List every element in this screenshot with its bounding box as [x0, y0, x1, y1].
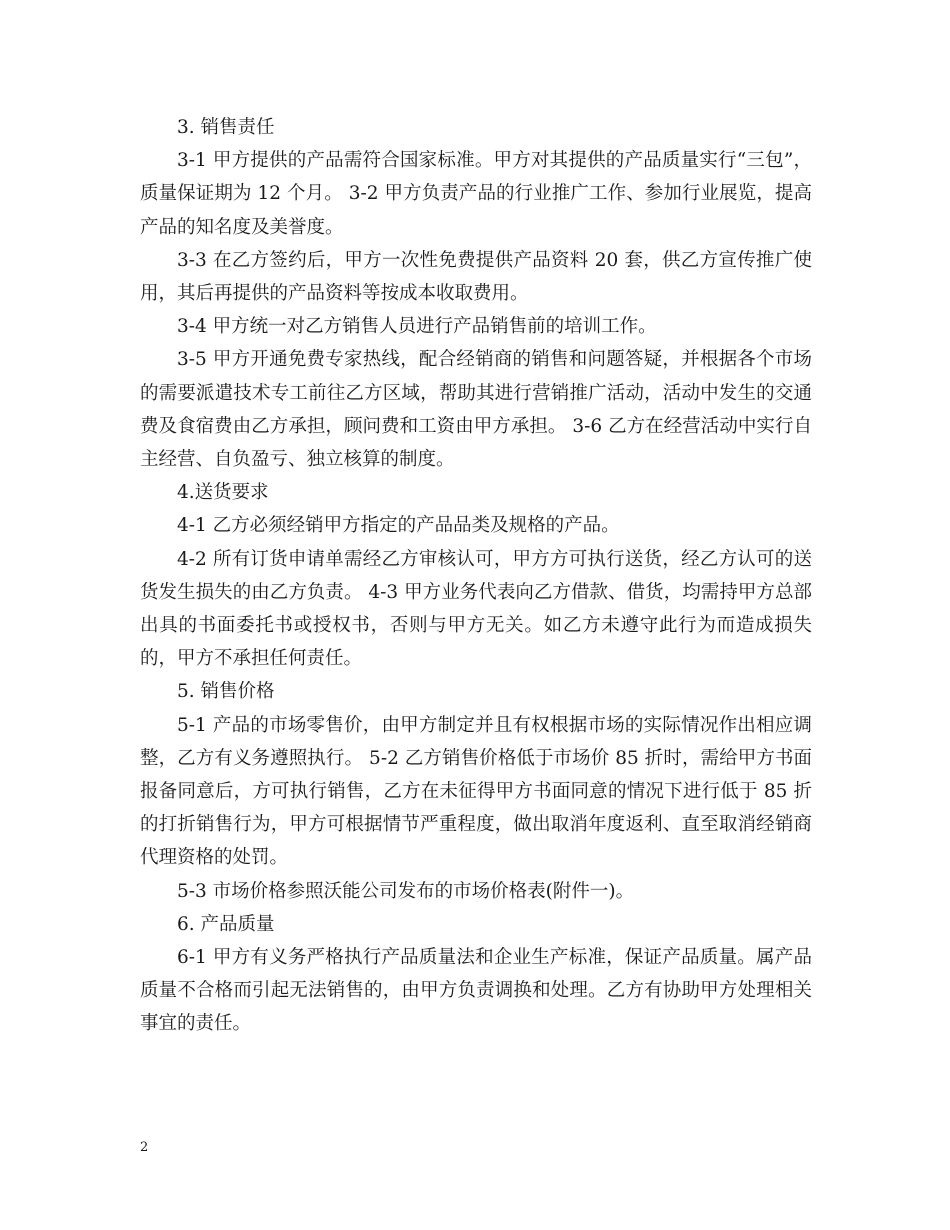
paragraph-6-1: 6-1 甲方有义务严格执行产品质量法和企业生产标准，保证产品质量。属产品质量不合格而引起无法销售的，由甲方负责调换和处理。乙方有协助甲方处理相关事宜的责任。 [140, 947, 812, 1035]
paragraph-5-1: 5-1 产品的市场零售价，由甲方制定并且有权根据市场的实际情况作出相应调整，乙方有义务遵照执行。 5-2 乙方销售价格低于市场价 85 折时，需给甲方书面报备同意后，方可执行销售，乙方在未征得甲方书面同意的情况下进行低于 85 折的打折销售行为，甲方可根据情节严重程度，做出取消年度返利、直至取消经销商代理资格的处罚。 [140, 714, 812, 869]
section-heading-5: 5. 销售价格 [177, 681, 275, 703]
section-heading-3: 3. 销售责任 [177, 117, 275, 138]
page-number: 2 [140, 1140, 149, 1155]
paragraph-4-1: 4-1 乙方必须经销甲方指定的产品品类及规格的产品。 [177, 515, 620, 537]
paragraph-3-5: 3-5 甲方开通免费专家热线，配合经销商的销售和问题答疑，并根据各个市场的需要派遣技术专工前往乙方区域，帮助其进行营销推广活动，活动中发生的交通费及食宿费由乙方承担，顾问费和工资由甲方承担。 3-6 乙方在经营活动中实行自主经营、自负盈亏、独立核算的制度。 [140, 349, 812, 471]
paragraph-4-2: 4-2 所有订货申请单需经乙方审核认可，甲方方可执行送货，经乙方认可的送货发生损失的由乙方负责。 4-3 甲方业务代表向乙方借款、借货，均需持甲方总部出具的书面委托书或授权书，否则与甲方无关。如乙方未遵守此行为而造成损失的，甲方不承担任何责任。 [140, 548, 812, 670]
section-heading-4: 4.送货要求 [177, 482, 269, 504]
section-heading-6: 6. 产品质量 [177, 913, 275, 935]
paragraph-3-1: 3-1 甲方提供的产品需符合国家标准。甲方对其提供的产品质量实行“三包”，质量保证期为 12 个月。 3-2 甲方负责产品的行业推广工作、参加行业展览，提高产品的知名度及美誉度。 [140, 150, 812, 238]
paragraph-5-3: 5-3 市场价格参照沃能公司发布的市场价格表(附件一)。 [177, 880, 635, 902]
paragraph-3-4: 3-4 甲方统一对乙方销售人员进行产品销售前的培训工作。 [177, 316, 657, 338]
paragraph-3-3: 3-3 在乙方签约后，甲方一次性免费提供产品资料 20 套，供乙方宣传推广使用，其后再提供的产品资料等按成本收取费用。 [140, 249, 812, 305]
document-body [140, 111, 812, 1041]
